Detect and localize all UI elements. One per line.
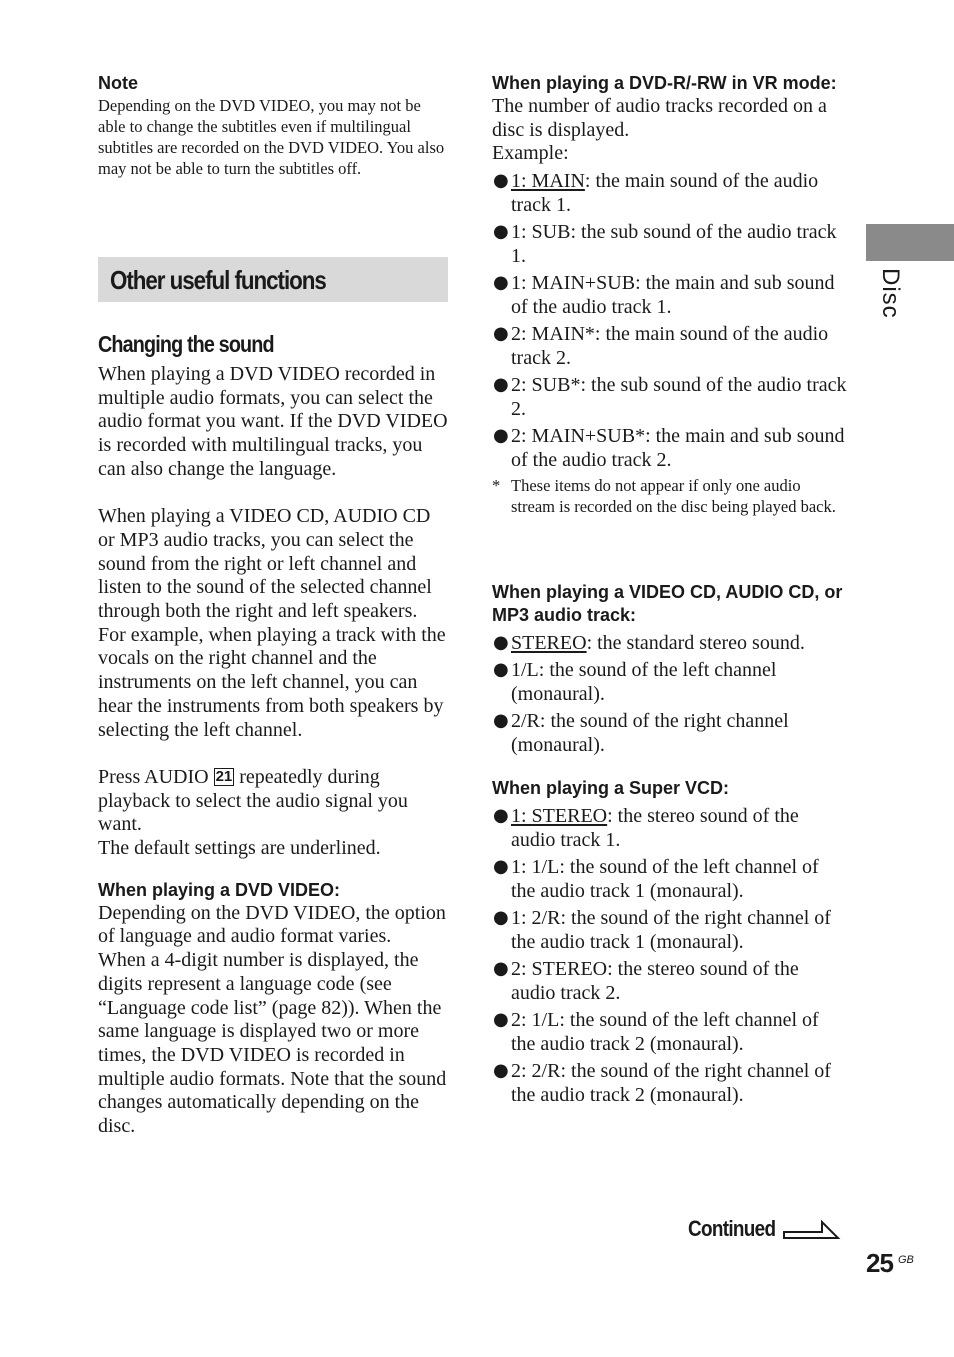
vr-mode-block bbox=[492, 72, 848, 517]
vr-mode-heading: When playing a DVD-R/-RW in VR mode: bbox=[492, 73, 837, 93]
svcd-heading: When playing a Super VCD: bbox=[492, 778, 730, 798]
bullet-dot-icon: ● bbox=[493, 425, 509, 447]
dvd-video-para1: Depending on the DVD VIDEO, the option of language and audio format varies. bbox=[98, 901, 446, 948]
list-item: ● 1: SUB: the sub sound of the audio track 1. bbox=[493, 221, 837, 268]
side-tab-label bbox=[877, 268, 904, 319]
bullet-dot-icon: ● bbox=[493, 710, 509, 731]
list-item: ● 1: 2/R: the sound of the right channel of the audio track 1 (monaural). bbox=[493, 907, 831, 953]
list-item: ● 1: MAIN: the main sound of the audio track 1. bbox=[493, 170, 819, 217]
bullet-dot-icon: ● bbox=[493, 1060, 509, 1081]
svcd-list bbox=[492, 804, 848, 1107]
bullet-dot-icon: ● bbox=[493, 272, 509, 294]
page-number: 25 bbox=[866, 1248, 893, 1278]
bullet-dot-icon: ● bbox=[493, 659, 509, 680]
subsection-title: Changing the sound bbox=[98, 331, 274, 357]
list-item: ● 1: MAIN+SUB: the main and sub sound of the audio track 1. bbox=[493, 272, 835, 319]
note-body: Depending on the DVD VIDEO, you may not be able to change the subtitles even if multilingual subtitles are recorded on the DVD VIDEO. You also may not be able to turn the subtitles off. bbox=[98, 96, 445, 178]
paragraph-dvd-formats: When playing a DVD VIDEO recorded in multiple audio formats, you can select the audio format you want. If the DVD VIDEO is recorded with multilingual tracks, you can also change the language. bbox=[98, 363, 448, 480]
press-text-a: Press AUDIO bbox=[98, 765, 209, 788]
left-body bbox=[98, 363, 450, 1139]
audio-button-number: 21 bbox=[215, 767, 233, 785]
note-title: Note bbox=[98, 73, 138, 93]
paragraph-channel-select: When playing a VIDEO CD, AUDIO CD or MP3 audio tracks, you can select the sound from the right or left channel and listen to the sound of the selected channel through both the right and left speakers. For example, when playing a track with the vocals on the right channel and the instruments on the left channel, you can hear the instruments from both speakers by selecting the left channel. bbox=[98, 505, 446, 741]
svcd-block bbox=[492, 777, 848, 1110]
bullet-dot-icon: ● bbox=[493, 323, 509, 345]
vr-mode-intro: The number of audio tracks recorded on a disc is displayed. bbox=[492, 95, 827, 141]
footnote bbox=[492, 475, 848, 517]
list-item: ● 2: 2/R: the sound of the right channel of the audio track 2 (monaural). bbox=[493, 1060, 831, 1106]
section-title: Other useful functions bbox=[110, 265, 326, 295]
bullet-dot-icon: ● bbox=[493, 374, 509, 396]
list-item: ● 1: STEREO: the stereo sound of the audio track 1. bbox=[493, 805, 799, 851]
default-settings-note: The default settings are underlined. bbox=[98, 837, 381, 860]
vcd-block bbox=[492, 581, 848, 760]
dvd-video-heading: When playing a DVD VIDEO: bbox=[98, 879, 341, 900]
continued-arrow-icon bbox=[782, 1218, 842, 1242]
footnote-text: These items do not appear if only one audio stream is recorded on the disc being played back. bbox=[511, 476, 836, 517]
bullet-dot-icon: ● bbox=[493, 907, 509, 928]
list-item: ● 2: MAIN+SUB*: the main and sub sound of the audio track 2. bbox=[493, 425, 845, 472]
dvd-video-para2: When a 4-digit number is displayed, the digits represent a language code (see “Language code list” (page 82)). When the same language is displayed two or more times, the DVD VIDEO is recorded in multiple audio formats. Note that the sound changes automatically depending on the disc. bbox=[98, 949, 447, 1138]
bullet-dot-icon: ● bbox=[493, 221, 509, 243]
list-item: ● STEREO: the standard stereo sound. bbox=[493, 632, 805, 654]
note-block bbox=[98, 72, 450, 179]
vr-mode-example: Example: bbox=[492, 142, 569, 165]
vr-mode-list bbox=[492, 169, 848, 472]
bullet-dot-icon: ● bbox=[493, 632, 509, 653]
bullet-dot-icon: ● bbox=[493, 1009, 509, 1030]
page-number-suffix: GB bbox=[898, 1254, 914, 1266]
side-tab-marker bbox=[866, 224, 954, 261]
list-item: ● 1/L: the sound of the left channel (monaural). bbox=[493, 659, 777, 705]
side-tab-text: Disc bbox=[877, 268, 904, 319]
bullet-dot-icon: ● bbox=[493, 170, 509, 192]
list-item: ● 2: 1/L: the sound of the left channel of the audio track 2 (monaural). bbox=[493, 1009, 819, 1055]
list-item: ● 2: SUB*: the sub sound of the audio track 2. bbox=[493, 374, 847, 421]
bullet-dot-icon: ● bbox=[493, 805, 509, 826]
vcd-list bbox=[492, 631, 848, 757]
list-item: ● 2: STEREO: the stereo sound of the audio track 2. bbox=[493, 958, 799, 1004]
bullet-dot-icon: ● bbox=[493, 856, 509, 877]
footnote-mark: * bbox=[492, 476, 501, 496]
list-item: ● 2/R: the sound of the right channel (monaural). bbox=[493, 710, 789, 756]
paragraph-press-audio bbox=[98, 766, 450, 837]
press-text-b: repeatedly during playback to select the audio signal you want. bbox=[98, 765, 408, 836]
bullet-dot-icon: ● bbox=[493, 958, 509, 979]
list-item: ● 1: 1/L: the sound of the left channel of the audio track 1 (monaural). bbox=[493, 856, 819, 902]
continued-label: Continued bbox=[688, 1216, 776, 1241]
list-item: ● 2: MAIN*: the main sound of the audio track 2. bbox=[493, 323, 829, 370]
vcd-heading: When playing a VIDEO CD, AUDIO CD, or MP3 audio track: bbox=[492, 582, 843, 625]
